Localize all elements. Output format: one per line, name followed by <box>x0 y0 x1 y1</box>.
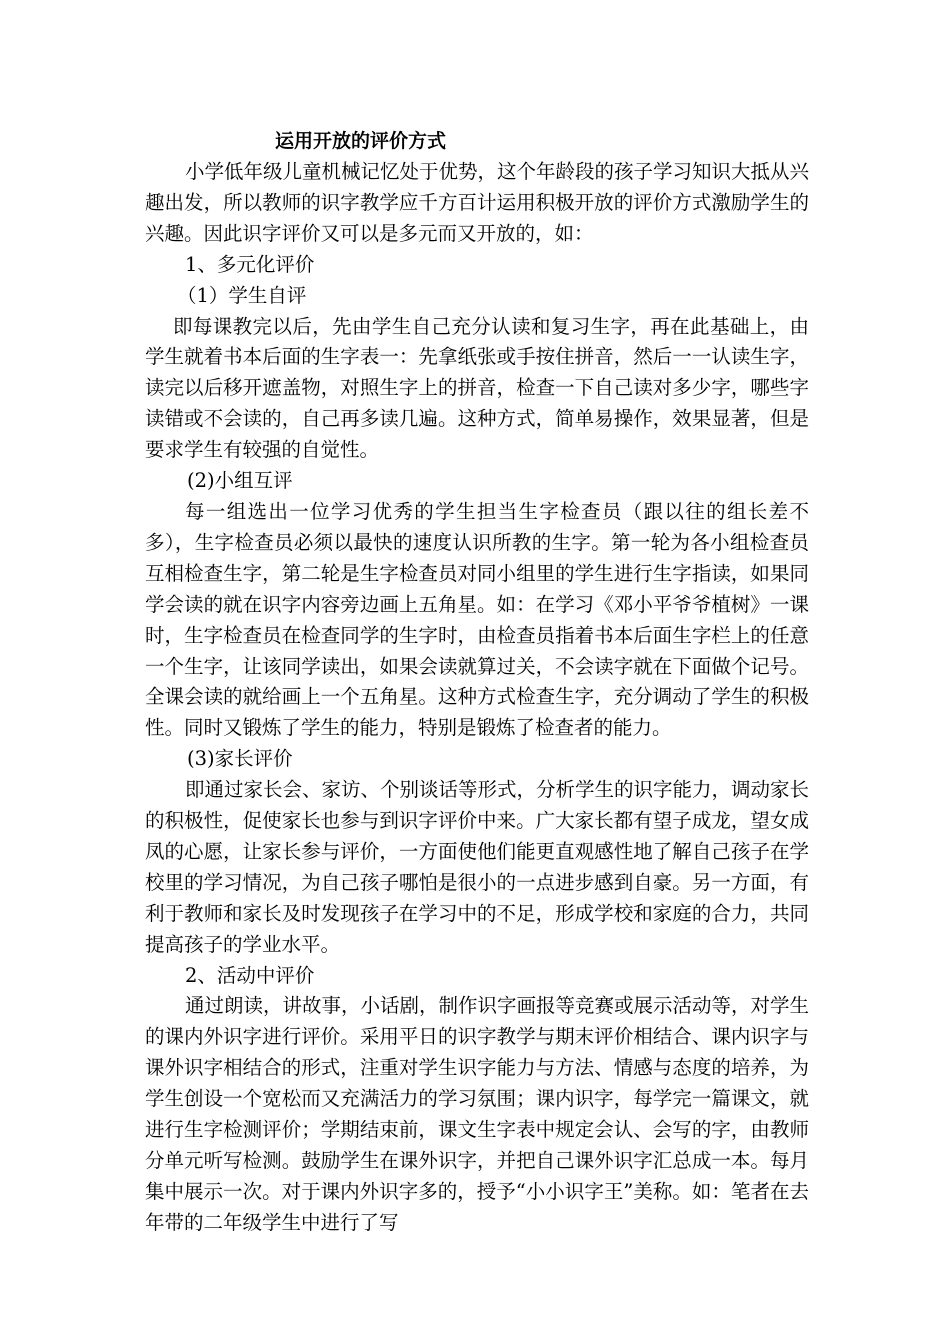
subsection-group-assessment-body: 每一组选出一位学习优秀的学生担当生字检查员（跟以往的组长差不多），生字检查员必须以最快的速度认识所教的生字。第一轮为各小组检查员互相检查生字，第二轮是生字检查员对同小组里的学生进行生字指读，如果同学会读的就在识字内容旁边画上五角星。如：在学习《邓小平爷爷植树》一课时，生字检查员在检查同学的生字时，由检查员指着书本后面生字栏上的任意一个生字，让该同学读出，如果会读就算过关，不会读字就在下面做个记号。全课会读的就给画上一个五角星。这种方式检查生字，充分调动了学生的积极性。同时又锻炼了学生的能力，特别是锻炼了检查者的能力。 <box>145 499 809 740</box>
document-title: 运用开放的评价方式 <box>275 130 447 152</box>
section-2-body: 通过朗读，讲故事，小话剧，制作识字画报等竞赛或展示活动等，对学生的课内外识字进行评价。采用平日的识字教学与期末评价相结合、课内识字与课外识字相结合的形式，注重对学生识字能力与方法、情感与态度的培养，为学生创设一个宽松而又充满活力的学习氛围；课内识字，每学完一篇课文，就进行生字检测评价；学期结束前，课文生字表中规定会认、会写的字，由教师分单元听写检测。鼓励学生在课外识字，并把自己课外识字汇总成一本。每月集中展示一次。对于课内外识字多的，授予“小小识字王”美称。如：笔者在去年带的二年级学生中进行了写 <box>145 994 810 1234</box>
subsection-self-assessment-body: 即每课教完以后，先由学生自己充分认读和复习生字，再在此基础上，由学生就着书本后面的生字表一：先拿纸张或手按住拼音，然后一一认读生字，读完以后移开遮盖物，对照生字上的拼音，检查一下自己读对多少字，哪些字读错或不会读的，自己再多读几遍。这种方式，简单易操作，效果显著，但是要求学生有较强的自觉性。 <box>145 314 809 462</box>
subsection-parent-assessment-heading: (3)家长评价 <box>187 747 293 771</box>
subsection-self-assessment-heading: （1）学生自评 <box>177 283 307 307</box>
section-2-heading: 2、活动中评价 <box>185 963 315 987</box>
subsection-group-assessment-heading: (2)小组互评 <box>187 469 293 493</box>
document-body <box>145 126 809 1239</box>
intro-paragraph: 小学低年级儿童机械记忆处于优势，这个年龄段的孩子学习知识大抵从兴趣出发，所以教师的识字教学应千方百计运用积极开放的评价方式激励学生的兴趣。因此识字评价又可以是多元而又开放的，如： <box>145 160 810 245</box>
subsection-parent-assessment-body: 即通过家长会、家访、个别谈话等形式，分析学生的识字能力，调动家长的积极性，促使家长也参与到识字评价中来。广大家长都有望子成龙，望女成凤的心愿，让家长参与评价，一方面使他们能更直观感性地了解自己孩子在学校里的学习情况，为自己孩子哪怕是很小的一点进步感到自豪。另一方面，有利于教师和家长及时发现孩子在学习中的不足，形成学校和家庭的合力，共同提高孩子的学业水平。 <box>145 778 810 956</box>
section-1-heading: 1、多元化评价 <box>185 252 315 276</box>
